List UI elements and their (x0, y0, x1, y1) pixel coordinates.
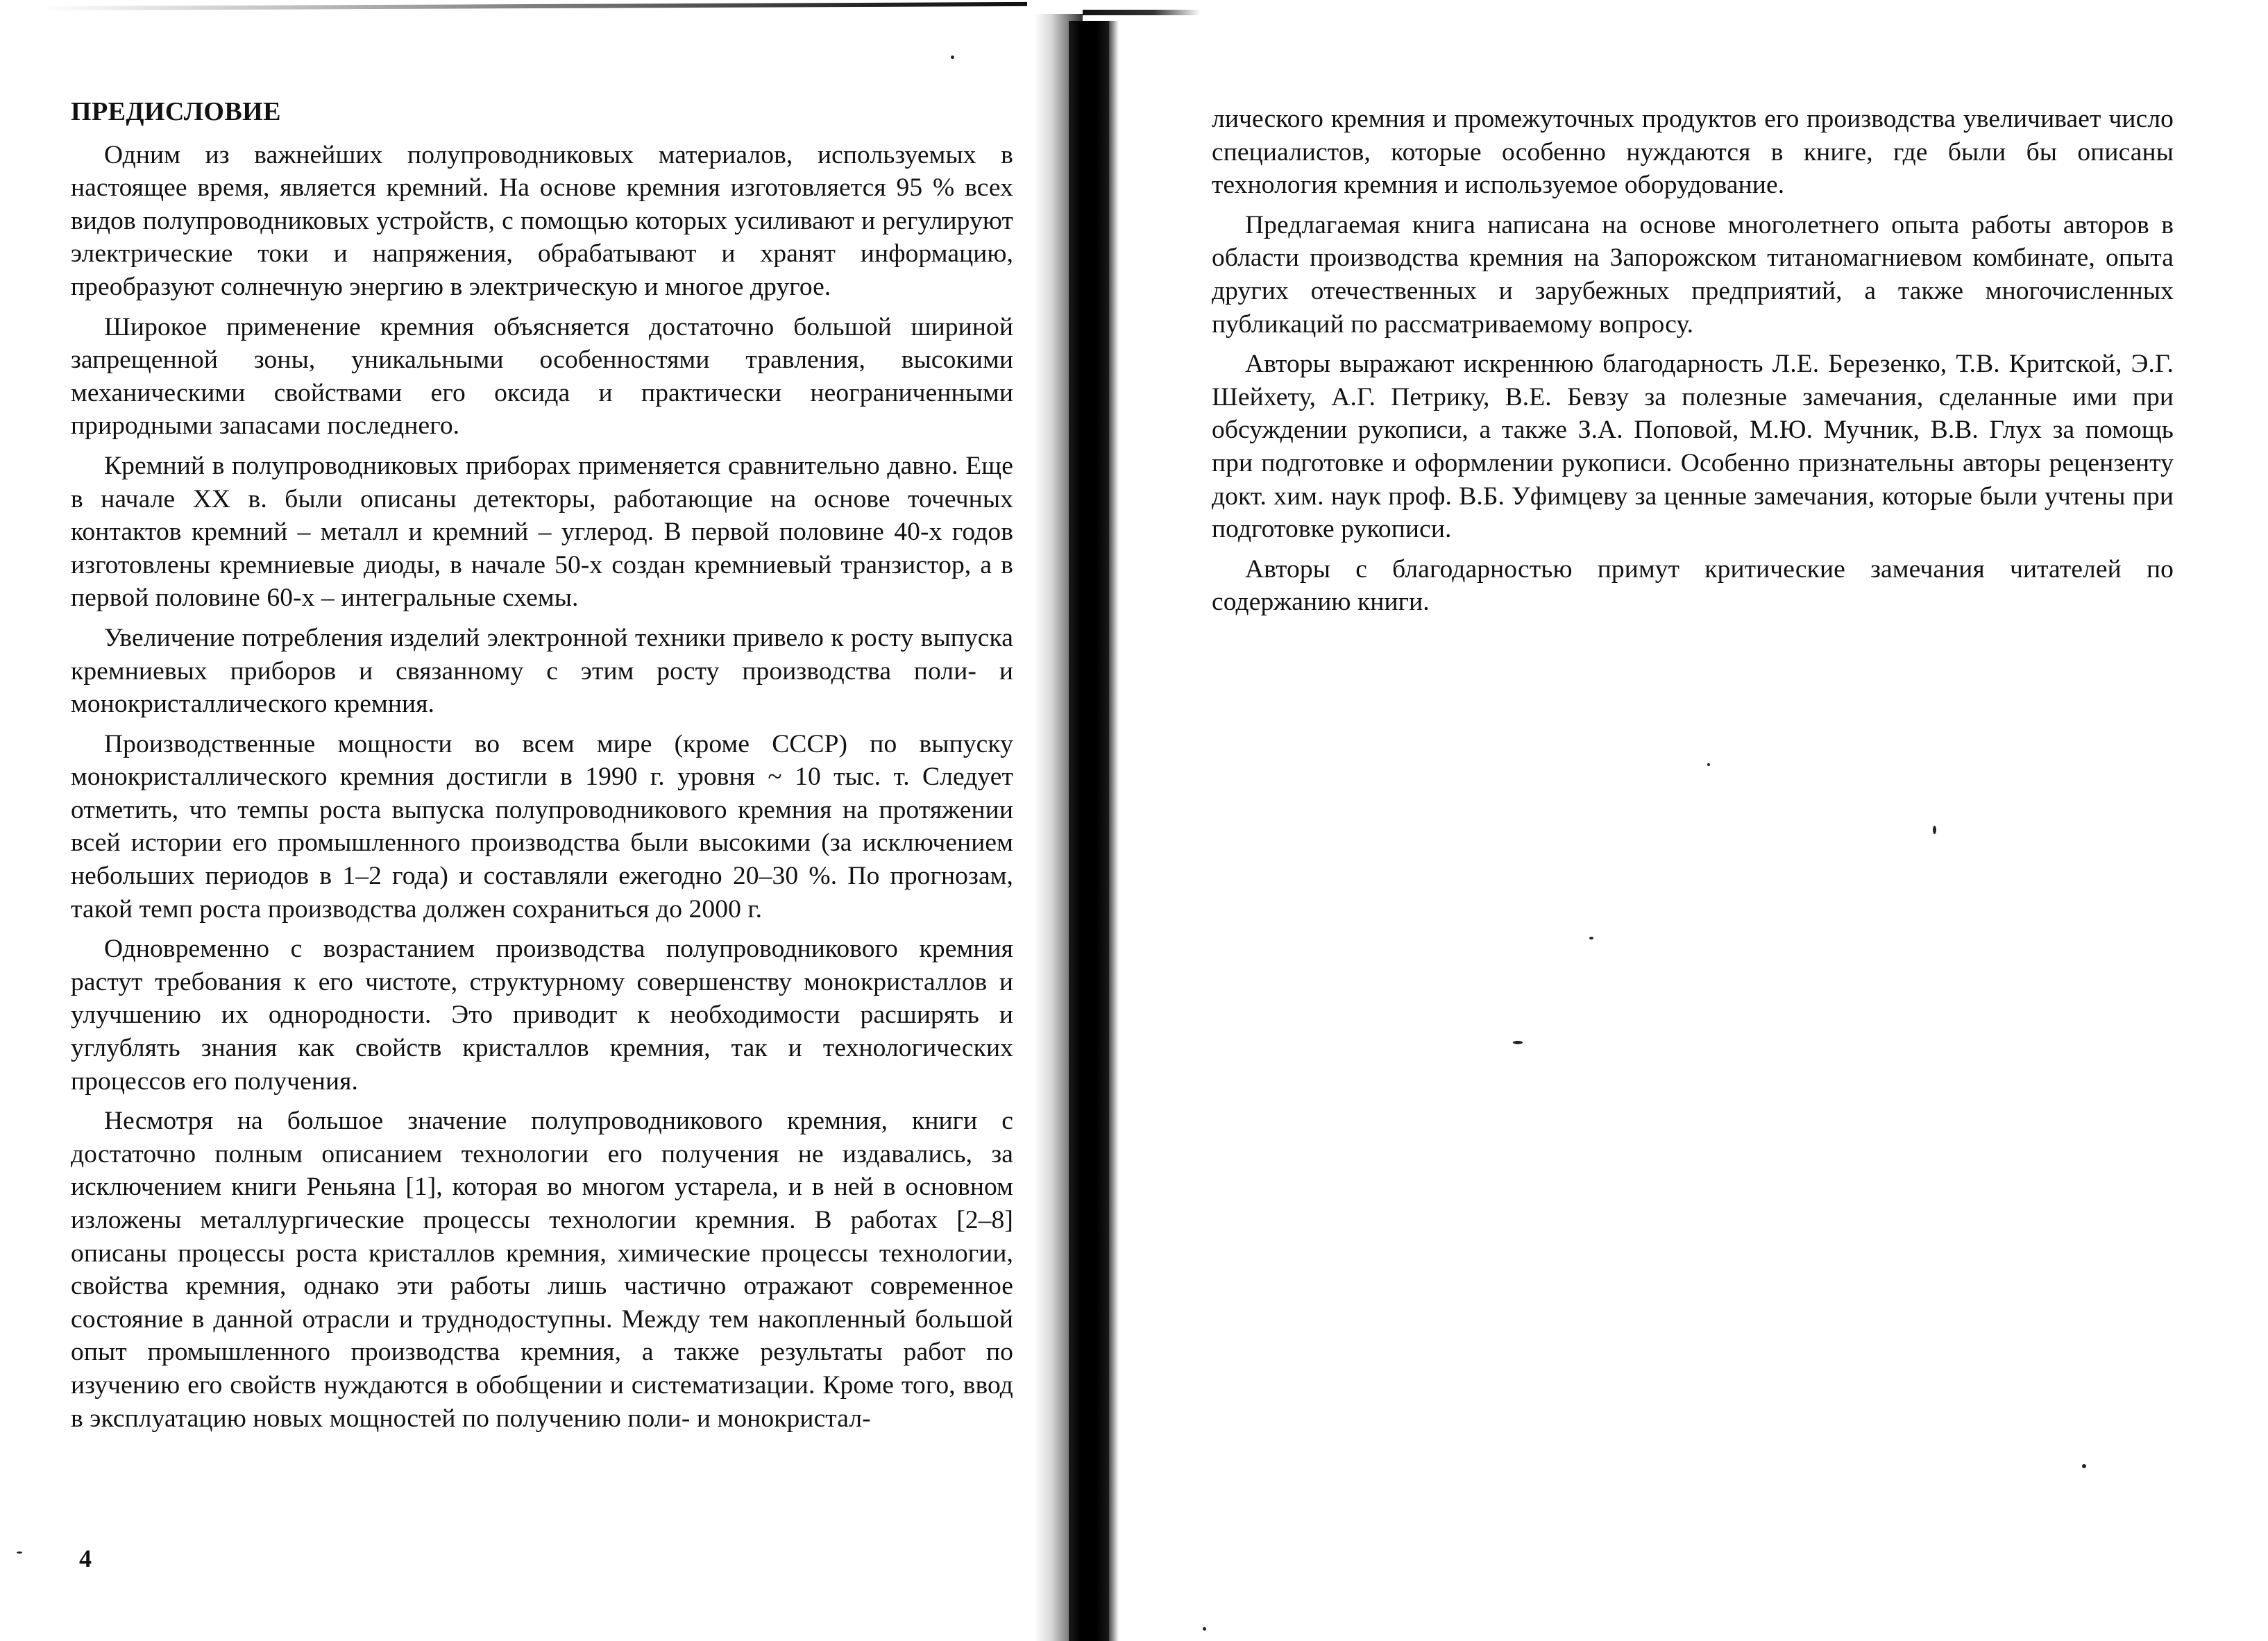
scan-speck (1589, 937, 1593, 939)
page-number: 4 (79, 1545, 92, 1572)
paragraph: Кремний в полупроводниковых приборах применяется сравнительно давно. Еще в начале XX в. были описаны детекторы, работающие на основе точечных контактов кремний – металл и кремний – углерод. В первой половине 40-х годов изготовлены кремниевые диоды, в начале 50-х создан кремниевый транзистор, а в первой половине 60-х – интегральные схемы. (71, 451, 1013, 613)
scan-speck (2082, 1464, 2086, 1468)
scan-speck (1513, 1041, 1523, 1044)
paragraph: Производственные мощности во всем мире (кроме СССР) по выпуску монокристаллического кремния достигли в 1990 г. уровня ~ 10 тыс. т. Следует отметить, что темпы роста выпуска полупроводникового кремния на протяжении всей истории его промышленного производства были высокими (за исключением небольших периодов в 1–2 года) и составляли ежегодно 20–30 %. По прогнозам, такой темп роста производства должен сохраниться до 2000 г. (71, 729, 1013, 924)
right-page-text (1212, 103, 2174, 626)
paragraph: Предлагаемая книга написана на основе многолетнего опыта работы авторов в области производства кремния на Запорожском титаномагниевом комбинате, опыта других отечественных и зарубежных предприятий, а также многочисленных публикаций по рассматриваемому вопросу. (1212, 210, 2174, 339)
left-page (0, 0, 1055, 1641)
paragraph: Широкое применение кремния объясняется достаточно большой шириной запрещенной зоны, уникальными особенностями травления, высокими механическими свойствами его оксида и практически неограниченными природными запасами последнего. (71, 312, 1013, 441)
scan-top-edge (42, 2, 1027, 10)
left-page-text (71, 96, 1013, 1442)
paragraph: Авторы с благодарностью примут критические замечания читателей по содержанию книги. (1212, 554, 2174, 617)
scan-speck (1203, 1627, 1206, 1631)
section-heading: ПРЕДИСЛОВИЕ (71, 97, 281, 126)
paragraph: Авторы выражают искреннюю благодарность Л.Е. Березенко, Т.В. Критской, Э.Г. Шейхету, А.Г. Петрику, В.Е. Бевзу за полезные замечания, сделанные ими при обсуждении рукописи, а также З.А. Поповой, М.Ю. Мучник, В.В. Глух за помощь при подготовке и оформлении рукописи. Особенно признательны авторы рецензенту докт. хим. наук проф. В.Б. Уфимцеву за ценные замечания, которые были учтены при подготовке рукописи. (1212, 350, 2174, 544)
continued-paragraph: лического кремния и промежуточных продуктов его производства увеличивает число специалистов, которые особенно нуждаются в книге, где были бы описаны технология кремния и используемое оборудование. (1212, 105, 2174, 200)
scan-speck (951, 56, 954, 59)
scan-speck (1707, 763, 1710, 766)
paragraph: Увеличение потребления изделий электронной техники привело к росту выпуска кремниевых приборов и связанному с этим росту производства поли- и монокристаллического кремния. (71, 623, 1013, 719)
scan-top-edge-right (1083, 10, 1201, 15)
scan-speck (17, 1551, 22, 1554)
paragraph: Одновременно с возрастанием производства полупроводникового кремния растут требования к его чистоте, структурному совершенству монокристаллов и улучшению их однородности. Это приводит к необходимости расширять и углублять знания как свойств кристаллов кремния, так и технологических процессов его получения. (71, 935, 1013, 1096)
paragraph: Несмотря на большое значение полупроводникового кремния, книги с достаточно полным описанием технологии его получения не издавались, за исключением книги Реньяна [1], которая во многом устарела, и в ней в основном изложены металлургические процессы технологии кремния. В работах [2–8] описаны процессы роста кристаллов кремния, химические процессы технологии, свойства кремния, однако эти работы лишь частично отражают современное состояние в данной отрасли и труднодоступны. Между тем накопленный большой опыт промышленного производства кремния, а также результаты работ по изучению его свойств нуждаются в обобщении и систематизации. Кроме того, ввод в эксплуатацию новых мощностей по получению поли- и монокристал- (71, 1107, 1013, 1433)
paragraph: Одним из важнейших полупроводниковых материалов, используемых в настоящее время, является кремний. На основе кремния изготовляется 95 % всех видов полупроводниковых устройств, с помощью которых усиливают и регулируют электрические токи и напряжения, обрабатывают и хранят информацию, преобразуют солнечную энергию в электрическую и многое другое. (71, 140, 1013, 301)
right-page (1083, 0, 2268, 1641)
scan-speck (1933, 826, 1936, 834)
